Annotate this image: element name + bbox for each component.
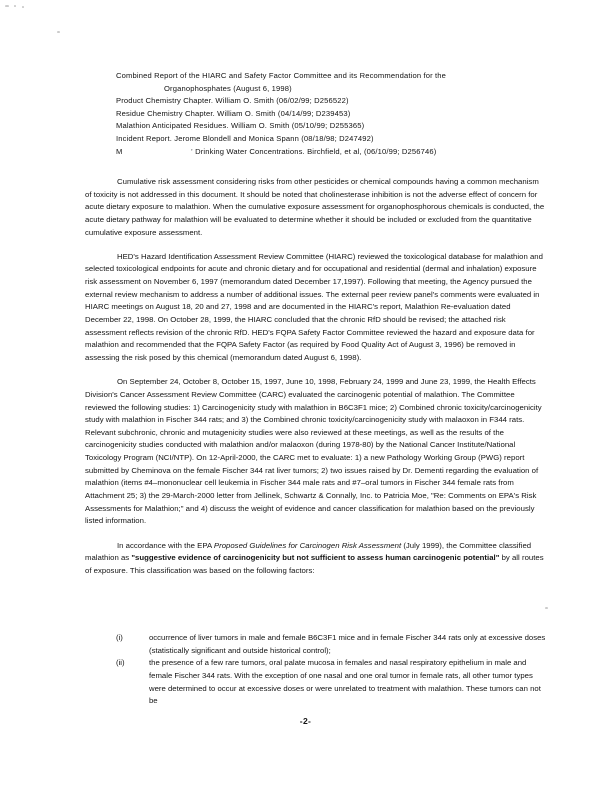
header-line-residue-chemistry: Residue Chemistry Chapter. William O. Smith (04/14/99; D239453)	[116, 108, 351, 118]
scan-speck	[14, 5, 16, 7]
document-header-block	[116, 70, 546, 158]
header-drinking-water-text: Drinking Water Concentrations. Birchfield, et al, (06/10/99; D256746)	[195, 146, 437, 156]
list-item	[85, 657, 546, 708]
list-item-marker: (i)	[116, 633, 123, 642]
scan-speck	[545, 607, 548, 609]
header-partial-glyph: M	[116, 146, 123, 156]
paragraph-hiarc-review	[85, 251, 546, 365]
header-line-drinking-water	[116, 146, 546, 159]
paragraph-cumulative-risk	[85, 176, 546, 239]
document-body	[85, 176, 546, 589]
header-line-title: Combined Report of the HIARC and Safety Factor Committee and its Recommendation for the	[116, 71, 447, 80]
paragraph-text: On September 24, October 8, October 15, 1997, June 10, 1998, February 24, 1999 and June 23, 1999, the Health Effects Division's Cancer Assessment Review Committee (CARC) evaluated the carcinogenic potential of malathion. The Committee reviewed the following studies: 1) Carcinogenicity study with malathion in B6C3F1 mice; 2) Combined chronic toxicity/carcinogenicity study with malathion in Fischer 344 rats; and 3) the Combined chronic toxicity/carcinogenicity study with malaoxon in F344 rats. Relevant subchronic, chronic and mutagenicity studies were also reviewed at these meetings, as well as the results of the carcinogenicity studies conducted with malathion and/or malaoxon (during 1978-80) by the National Cancer Institute/National Toxicology Program (NCI/NTP). On 12-April-2000, the CARC met to evaluate: 1) a new Pathology Working Group (PWG) report submitted by Cheminova on the female Fischer 344 rat liver tumors; 2) two issues raised by Dr. Dementi regarding the evaluation of malathion (items #4–mononuclear cell leukemia in Fischer 344 male rats and #7–oral tumors in Fischer 344 female rats from Attachment 25; 3) the 29-March-2000 letter from Jellinek, Schwartz & Connally, Inc. to Patricia Moe, "Re: Comments on EPA's Risk Assessments for Malathion;" and 4) discuss the weight of evidence and cancer classification for malathion based on the previously listed information.	[85, 377, 542, 526]
list-item	[85, 632, 546, 657]
scan-speck	[57, 31, 60, 33]
classification-quote-bold: "suggestive evidence of carcinogenicity but not sufficient to assess human carcinogenic potential"	[131, 553, 500, 563]
list-item-marker: (ii)	[116, 658, 125, 668]
header-ghost-mark: ’	[191, 146, 193, 156]
scan-speck	[5, 5, 9, 7]
guidelines-title-italic: Proposed Guidelines for Carcinogen Risk Assessment	[213, 540, 402, 550]
header-line-title-continuation: Organophosphates (August 6, 1998)	[164, 83, 292, 93]
paragraph-carc-evaluation	[85, 376, 546, 528]
header-line-anticipated-residues: Malathion Anticipated Residues. William O. Smith (05/10/99; D255365)	[116, 121, 365, 131]
list-item-text: occurrence of liver tumors in male and female B6C3F1 mice and in female Fischer 344 rats only at excessive doses (statistically significant and outside historical control);	[149, 633, 546, 655]
header-line-product-chemistry: Product Chemistry Chapter. William O. Smith (06/02/99; D256522)	[116, 96, 349, 106]
paragraph-classification	[85, 540, 546, 578]
factors-list	[85, 632, 546, 708]
list-item-text: the presence of a few rare tumors, oral palate mucosa in females and nasal respiratory epithelium in male and female Fischer 344 rats. With the exception of one nasal and one oral tumor in female rats, all other tumor types were determined to occur at excessive doses or were unrelated to treatment with malathion. These tumors can not be	[149, 658, 541, 706]
paragraph-text: Cumulative risk assessment considering risks from other pesticides or chemical compounds having a common mechanism of toxicity is not addressed in this document. It should be noted that cholinesterase inhibition is not the adverse effect of concern for acute dietary exposure to malathion. When the cumulative exposure assessment for organophosphorous chemicals is conducted, the acute dietary pathway for malathion will be evaluated to determine whether it should be included or excluded from the quantitative cumulative exposure assessment.	[85, 177, 545, 237]
page-number: -2-	[299, 716, 312, 726]
header-line-incident-report: Incident Report. Jerome Blondell and Monica Spann (08/18/98; D247492)	[116, 133, 374, 143]
classification-lead-text: In accordance with the EPA	[117, 540, 214, 550]
classification-tail-text: by all routes of exposure. This classification was based on the following factors:	[85, 553, 544, 575]
paragraph-text: HED's Hazard Identification Assessment Review Committee (HIARC) reviewed the toxicological database for malathion and selected toxicological endpoints for acute and chronic dietary and for occupational and residential (dermal and inhalation) exposure risk assessment on November 6, 1997 (memorandum dated December 17,1997). Following that meeting, the Agency pursued the external review mechanism to address a number of additional issues. The external peer review panel's comments were evaluated in HIARC meetings on August 18, 20 and 27, 1998 and are documented in the HIARC's report, Malathion Re-evaluation dated December 22, 1998. On October 28, 1999, the HIARC concluded that the chronic RfD should be revised; the attached risk assessment reflects revision of the chronic RfD. HED's FQPA Safety Factor Committee reviewed the hazard and exposure data for malathion and recommended that the FQPA Safety Factor (as required by Food Quality Act of August 3, 1996) be removed in assessing the risk posed by this chemical (memorandum dated August 6, 1998).	[85, 251, 543, 363]
classification-mid-text: (July 1999), the Committee classified malathion as	[85, 540, 532, 563]
scan-speck	[22, 6, 24, 8]
